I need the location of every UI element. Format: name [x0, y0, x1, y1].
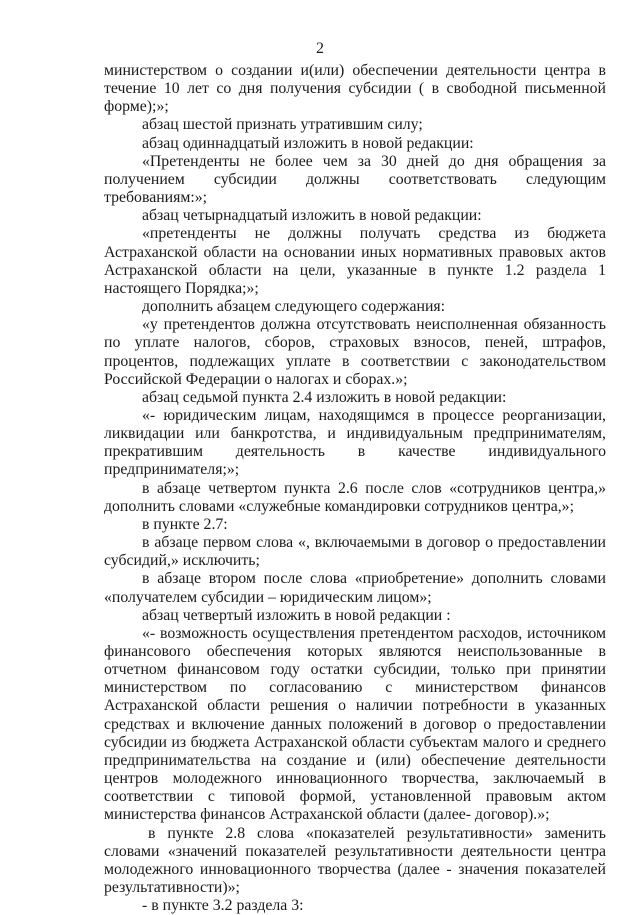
- paragraph: в пункте 2.7:: [142, 515, 228, 533]
- paragraph: министерством о создании и(или) обеспечении деятельности центра в течение 10 лет со дня получения субсидии ( в свободной письменной форме);»;: [104, 62, 606, 116]
- paragraph: абзац седьмой пункта 2.4 изложить в новой редакции:: [142, 388, 507, 406]
- document-body: [104, 62, 606, 915]
- paragraph: в абзаце втором после слова «приобретение» дополнить словами «получателем субсидии – юридическим лицом»;: [104, 570, 606, 606]
- paragraph: абзац четвертый изложить в новой редакции :: [142, 606, 451, 624]
- paragraph: в абзаце четвертом пункта 2.6 после слов «сотрудников центра,» дополнить словами «служебные командировки сотрудников центра,»;: [104, 479, 606, 515]
- paragraph: «у претендентов должна отсутствовать неисполненная обязанность по уплате налогов, сборов, страховых взносов, пеней, штрафов, процентов, подлежащих уплате в соответствии с законодательством Российской Федерации о налогах и сборах.»;: [104, 316, 606, 388]
- page-number: 2: [316, 40, 324, 57]
- paragraph: абзац одиннадцатый изложить в новой редакции:: [142, 134, 474, 152]
- paragraph: в абзаце первом слова «, включаемыми в договор о предоставлении субсидий,» исключить;: [104, 534, 606, 570]
- paragraph: «- юридическим лицам, находящимся в процессе реорганизации, ликвидации или банкротства, и индивидуальным предпринимателям, прекратившим деятельность в качестве индивидуального предпринимателя;»;: [104, 406, 606, 479]
- paragraph: «Претенденты не более чем за 30 дней до дня обращения за получением субсидии должны соответствовать следующим требованиям:»;: [104, 152, 606, 207]
- paragraph: абзац шестой признать утратившим силу;: [142, 116, 423, 134]
- paragraph: дополнить абзацем следующего содержания:: [142, 298, 446, 316]
- paragraph: абзац четырнадцатый изложить в новой редакции:: [142, 207, 482, 225]
- paragraph: в пункте 2.8 слова «показателей результативности» заменить словами «значений показателей результативности деятельности центра молодежного инновационного творчества (далее - значения показателей результативности)»;: [104, 824, 606, 897]
- paragraph: «претенденты не должны получать средства из бюджета Астраханской области на основании иных нормативных правовых актов Астраханской области на цели, указанные в пункте 1.2 раздела 1 настоящего Порядка;»;: [104, 225, 606, 297]
- paragraph: - в пункте 3.2 раздела 3:: [142, 897, 304, 915]
- paragraph: «- возможность осуществления претендентом расходов, источником финансового обеспечения которых являются неиспользованные в отчетном финансовом году остатки субсидии, только при принятии министерством по согласованию с министерством финансов Астраханской области решения о наличии потребности в указанных средствах и включение данных положений в договор о предоставлении субсидии из бюджета Астраханской области субъектам малого и среднего предпринимательства на создание и (или) обеспечение деятельности центров молодежного инновационного творчества, заключаемый в соответствии с типовой формой, установленной правовым актом министерства финансов Астраханской области (далее- договор).»;: [104, 624, 606, 824]
